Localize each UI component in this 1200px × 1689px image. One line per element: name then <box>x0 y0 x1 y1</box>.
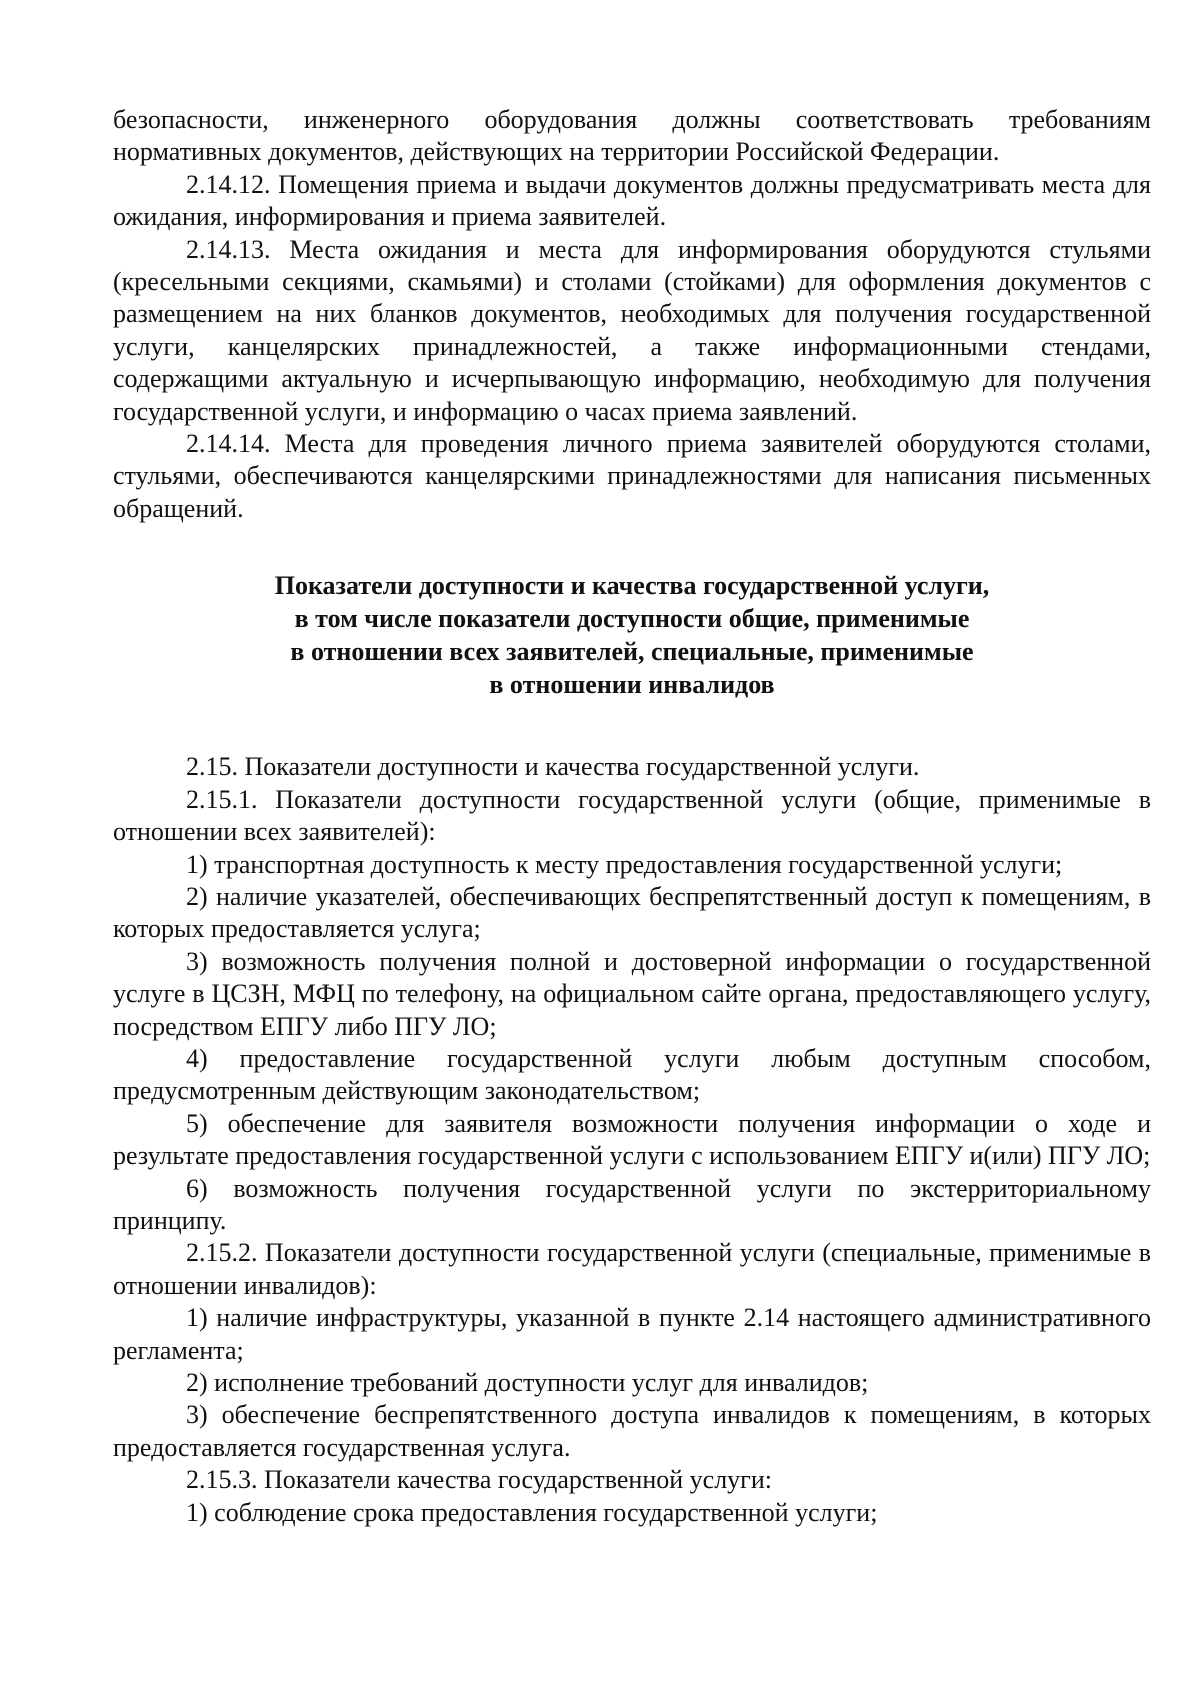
list-item: 3) обеспечение беспрепятственного доступа инвалидов к помещениям, в которых предоставляется государственная услуга. <box>113 1400 1151 1462</box>
list-item: 3) возможность получения полной и достоверной информации о государственной услуге в ЦСЗН, МФЦ по телефону, на официальном сайте органа, предоставляющего услугу, посредством ЕПГУ либо ПГУ ЛО; <box>113 946 1151 1041</box>
list-item: 5) обеспечение для заявителя возможности получения информации о ходе и результате предоставления государственной услуги с использованием ЕПГУ и(или) ПГУ ЛО; <box>113 1108 1151 1171</box>
paragraph-2-15-2: 2.15.2. Показатели доступности государственной услуги (специальные, применимые в отношении инвалидов): <box>113 1238 1151 1300</box>
heading-line: в отношении всех заявителей, специальные, применимые <box>290 637 974 667</box>
heading-line: в том числе показатели доступности общие, применимые <box>294 604 970 634</box>
paragraph-2-15: 2.15. Показатели доступности и качества государственной услуги. <box>186 752 920 782</box>
list-item: 1) соблюдение срока предоставления государственной услуги; <box>186 1497 878 1527</box>
list-item: 2) исполнение требований доступности услуг для инвалидов; <box>186 1368 869 1397</box>
paragraph-2-15-1: 2.15.1. Показатели доступности государственной услуги (общие, применимые в отношении всех заявителей): <box>113 784 1151 847</box>
document-page <box>113 104 1151 1529</box>
heading-line: Показатели доступности и качества государственной услуги, <box>274 571 990 601</box>
list-item: 4) предоставление государственной услуги любым доступным способом, предусмотренным действующим законодательством; <box>113 1043 1151 1106</box>
paragraph-2-14-12: 2.14.12. Помещения приема и выдачи документов должны предусматривать места для ожидания, информирования и приема заявителей. <box>113 169 1151 232</box>
list-item: 6) возможность получения государственной услуги по экстерриториальному принципу. <box>113 1173 1151 1235</box>
section-heading <box>113 569 1151 701</box>
list-item: 1) транспортная доступность к месту предоставления государственной услуги; <box>186 849 1063 879</box>
paragraph-continuation: безопасности, инженерного оборудования должны соответствовать требованиям нормативных документов, действующих на территории Российской Федерации. <box>113 105 1151 167</box>
list-item: 1) наличие инфраструктуры, указанной в пункте 2.14 настоящего административного регламента; <box>113 1303 1151 1365</box>
paragraph-2-14-13: 2.14.13. Места ожидания и места для информирования оборудуются стульями (кресельными секциями, скамьями) и столами (стойками) для оформления документов с размещением на них бланков документов, необходимых для получения государственной услуги, канцелярских принадлежностей, а также информационными стендами, содержащими актуальную и исчерпывающую информацию, необходимую для получения государственной услуги, и информацию о часах приема заявлений. <box>113 234 1151 426</box>
paragraph-2-15-3: 2.15.3. Показатели качества государственной услуги: <box>186 1465 772 1495</box>
list-item: 2) наличие указателей, обеспечивающих беспрепятственный доступ к помещениям, в которых предоставляется услуга; <box>113 881 1151 944</box>
heading-line: в отношении инвалидов <box>489 670 775 700</box>
paragraph-2-14-14: 2.14.14. Места для проведения личного приема заявителей оборудуются столами, стульями, обеспечиваются канцелярскими принадлежностями для написания письменных обращений. <box>113 429 1151 523</box>
